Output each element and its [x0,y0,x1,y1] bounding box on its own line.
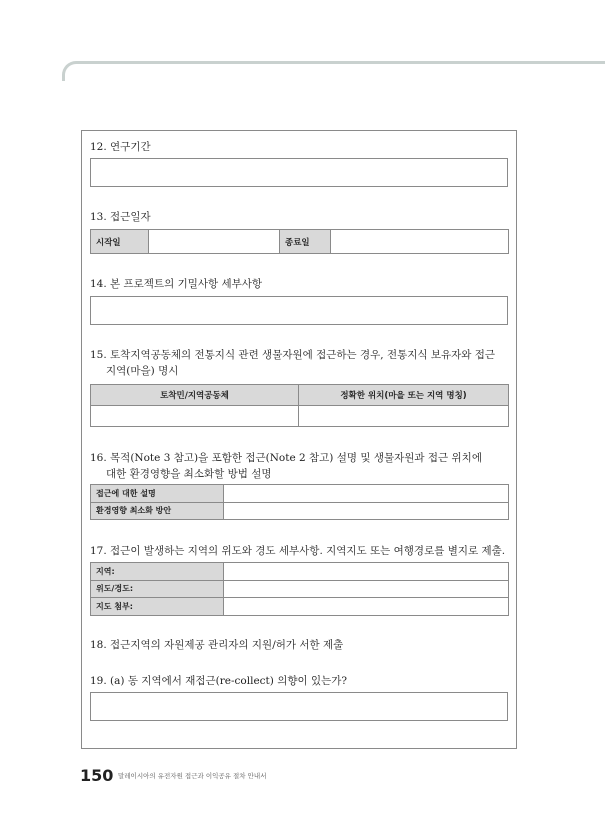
footer-book-title: 말레이시아의 유전자원 접근과 이익공유 절차 안내서 [118,772,267,780]
impact-minimization-label: 환경영향 최소화 방안 [91,502,224,520]
access-description-field[interactable] [224,485,509,503]
location-header: 정확한 위치(마을 또는 지역 명칭) [299,385,509,406]
section-16-title-line1: 16. 목적(Note 3 참고)을 포함한 접근(Note 2 참고) 설명 및 생물자원과 접근 위치에 [90,452,482,464]
start-date-field[interactable] [149,230,280,254]
community-field[interactable] [91,406,299,427]
page-number: 150 [80,766,114,785]
location-details-table [90,562,509,616]
map-attachment-field[interactable] [224,598,509,616]
section-18-title: 18. 접근지역의 자원제공 관리자의 지원/허가 서한 제출 [90,639,344,651]
section-15-title [90,347,495,379]
region-field[interactable] [224,563,509,581]
end-date-label: 종료일 [280,230,331,254]
section-16-title [90,450,482,482]
section-15-title-line1: 15. 토착지역공동체의 전통지식 관련 생물자원에 접근하는 경우, 전통지식 보유자와 접근 [90,349,496,361]
confidential-details-field[interactable] [90,296,508,325]
access-description-label: 접근에 대한 설명 [91,485,224,503]
map-attachment-label: 지도 첨부: [91,598,224,616]
section-12-title: 12. 연구기간 [90,141,151,153]
recollect-intention-field[interactable] [90,692,508,721]
end-date-field[interactable] [331,230,509,254]
section-19-title: 19. (a) 동 지역에서 재접근(re-collect) 의향이 있는가? [90,675,348,687]
lat-long-label: 위도/경도: [91,580,224,598]
impact-minimization-field[interactable] [224,502,509,520]
access-description-table [90,484,509,520]
section-16-title-line2: 대한 환경영향을 최소화할 방법 설명 [106,468,272,480]
lat-long-field[interactable] [224,580,509,598]
section-17-title: 17. 접근이 발생하는 지역의 위도와 경도 세부사항. 지역지도 또는 여행경로를 별지로 제출. [90,545,506,557]
section-15-title-line2: 지역(마을) 명시 [106,365,179,377]
community-header: 토착민/지역공동체 [91,385,299,406]
header-corner-decoration [62,61,605,81]
research-period-field[interactable] [90,158,508,187]
region-label: 지역: [91,563,224,581]
access-date-table [90,229,509,254]
section-13-title: 13. 접근일자 [90,211,151,223]
start-date-label: 시작일 [91,230,149,254]
community-location-table [90,384,509,427]
location-field[interactable] [299,406,509,427]
section-14-title: 14. 본 프로젝트의 기밀사항 세부사항 [90,278,263,290]
